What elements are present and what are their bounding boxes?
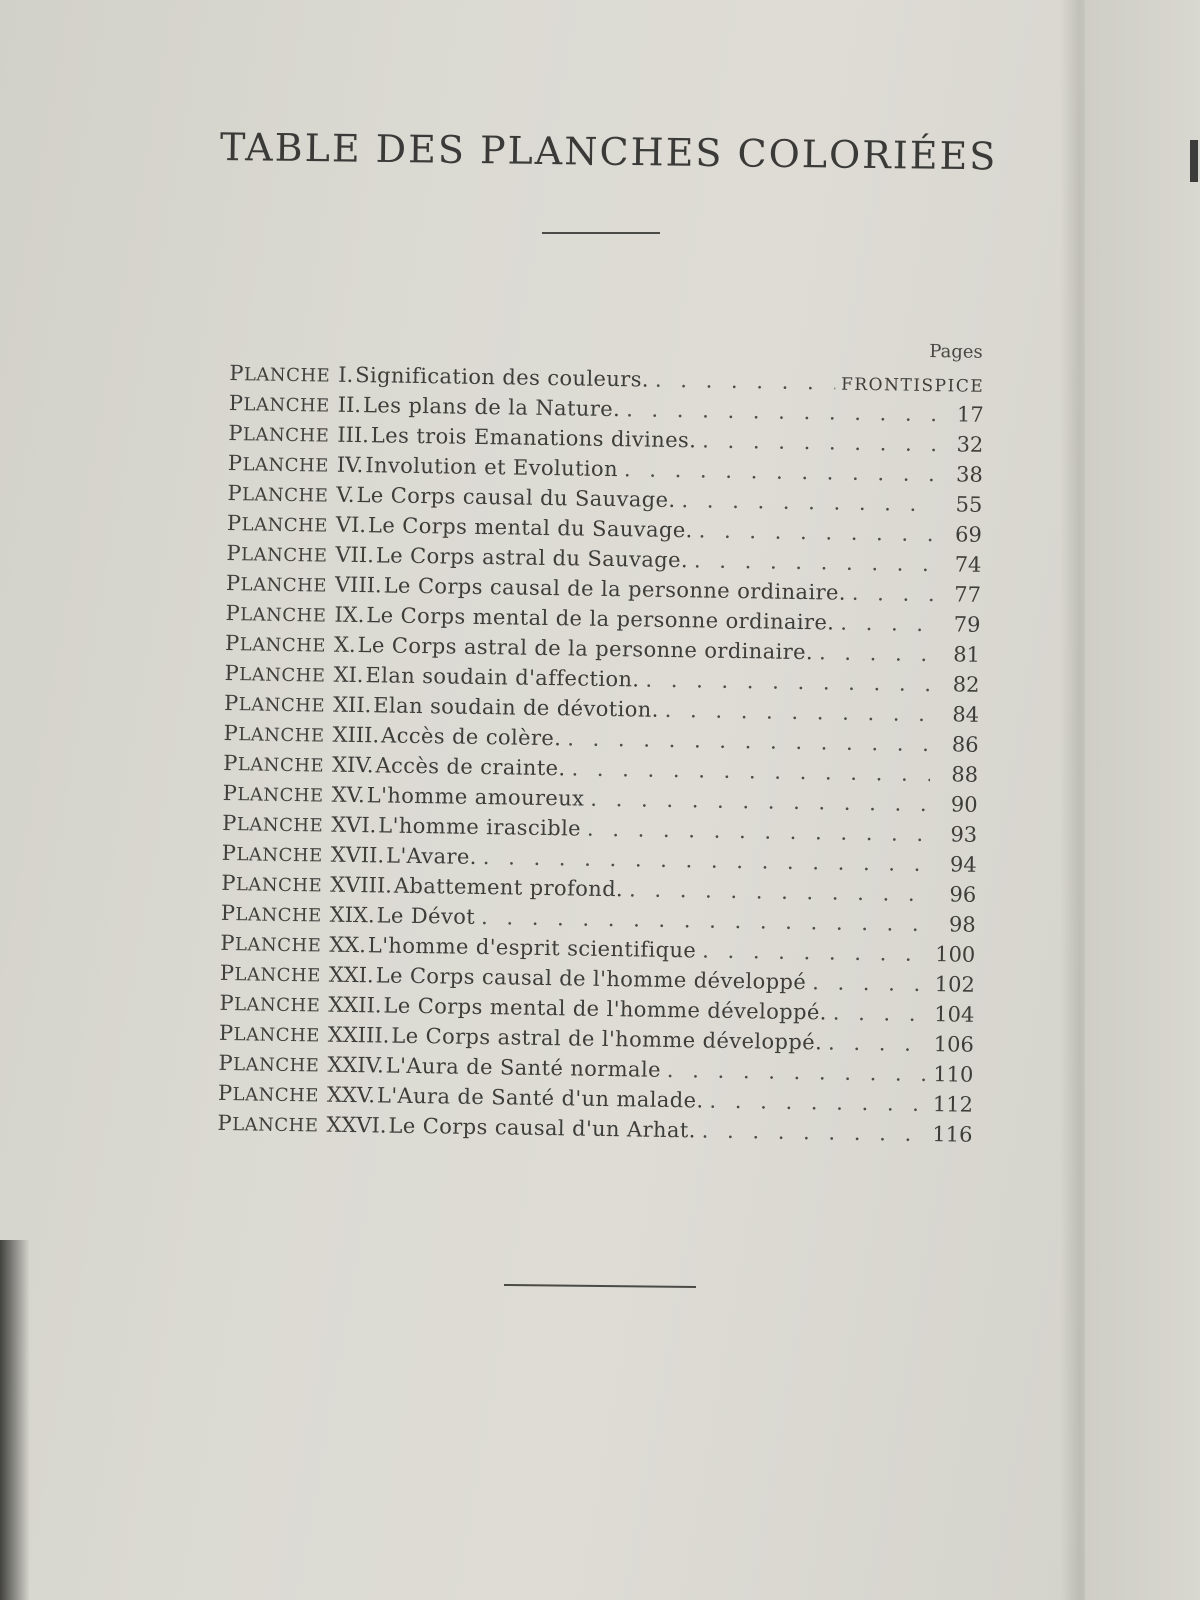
plate-number: V. [336,482,355,507]
plate-label: PLANCHE [223,690,326,717]
plate-number: IV. [336,452,364,478]
plate-label: PLANCHE [225,570,328,597]
plate-number: VIII. [334,572,382,598]
plate-page-number: 94 [949,852,977,877]
plate-page-number: 86 [951,732,979,757]
dot-leader [629,877,928,906]
plate-title: Le Corps causal d'un Arhat. [388,1113,696,1143]
dot-leader [828,1030,926,1056]
plate-page-number: 90 [950,792,978,817]
plate-number: XIV. [331,752,374,778]
plate-page-number: 110 [933,1062,974,1087]
plate-label: PLANCHE [221,840,323,867]
plate-title: Accès de colère. [380,723,562,751]
dot-leader [840,611,932,636]
dot-leader [702,938,927,966]
dot-leader [645,668,931,696]
plate-title: Le Corps mental du Sauvage. [367,513,693,543]
plate-label: PLANCHE [228,390,330,417]
dot-leader [655,368,835,395]
page-title: TABLE DES PLANCHES COLORIÉES [219,125,998,179]
plate-page-number: 32 [956,432,984,457]
dot-leader [571,756,930,786]
dot-leader [819,640,932,666]
plate-page-number: FRONTISPICE [840,374,985,397]
plate-number: XX. [329,932,367,958]
plate-page-number: 84 [952,702,980,727]
plate-title: Abattement profond. [393,873,624,902]
plate-page-number: 81 [953,642,981,667]
plate-page-number: 88 [951,762,979,787]
plate-number: IX. [334,602,365,628]
plate-title: Accès de crainte. [375,753,566,781]
plate-page-number: 100 [935,942,976,967]
dot-leader [702,1119,925,1146]
plate-label: PLANCHE [220,930,322,957]
pages-column-header: Pages [929,340,983,363]
plate-page-number: 55 [955,492,983,517]
dot-leader [587,817,930,846]
plate-title: Le Corps causal de la personne ordinaire. [383,573,847,605]
plate-label: PLANCHE [217,1110,319,1137]
plate-label: PLANCHE [227,480,329,507]
plate-title: L'Aura de Santé d'un malade. [376,1083,704,1113]
plate-page-number: 74 [954,552,982,577]
dot-leader [833,1001,927,1026]
plate-number: XV. [331,782,365,808]
plate-label: PLANCHE [219,960,321,987]
plate-label: PLANCHE [226,540,328,567]
plate-label: PLANCHE [224,660,326,687]
plate-title: L'Aura de Santé normale [385,1053,662,1082]
plate-title: L'Avare. [385,843,478,869]
dot-leader [709,1089,925,1116]
plate-number: XIX. [329,902,375,928]
plate-number: X. [333,632,356,658]
plate-page-number: 98 [948,912,976,937]
plate-page-number: 38 [955,462,984,487]
plate-title: L'homme amoureux [366,783,585,811]
plate-label: PLANCHE [218,1050,320,1077]
plate-label: PLANCHE [226,510,329,537]
plate-title: L'homme irascible [378,813,582,841]
plates-list [217,361,984,1153]
plate-number: I. [338,362,354,387]
plate-number: XXI. [328,962,374,988]
plate-title: Le Corps astral du Sauvage. [375,543,689,573]
plate-label: PLANCHE [225,600,327,627]
facing-page-letter-fragment [1190,140,1198,182]
dot-leader [699,518,935,546]
plate-number: XIII. [332,722,380,748]
plate-number: XXIV. [327,1052,384,1078]
plate-label: PLANCHE [217,1080,320,1107]
dot-leader [812,970,927,996]
plate-title: Le Corps causal du Sauvage. [356,483,676,513]
plate-title: Les plans de la Nature. [362,393,621,422]
plate-title: Le Dévot [376,903,476,929]
plate-label: PLANCHE [219,990,321,1017]
dot-leader [702,428,935,456]
plate-title: Le Corps mental de l'homme développé. [383,993,828,1025]
plate-number: III. [337,422,370,448]
plate-label: PLANCHE [224,630,327,657]
dot-leader [665,698,932,726]
plate-page-number: 93 [950,822,978,847]
plate-label: PLANCHE [222,780,324,807]
plate-number: XXII. [328,992,382,1018]
plate-title: Involution et Evolution [365,453,619,482]
title-rule [542,232,660,234]
plate-title: Le Corps causal de l'homme développé [375,963,807,995]
plate-title: Elan soudain de dévotion. [373,693,659,722]
plate-page-number: 106 [933,1032,975,1057]
plate-label: PLANCHE [218,1020,321,1047]
dot-leader [667,1058,926,1086]
plate-label: PLANCHE [220,900,322,927]
plate-title: L'homme d'esprit scientifique [367,933,697,963]
plate-page-number: 116 [932,1122,973,1147]
plate-number: II. [337,392,362,418]
plate-page-number: 104 [934,1002,975,1027]
dot-leader [852,581,933,606]
plate-title: Le Corps astral de la personne ordinaire. [357,633,814,665]
plates-table [217,330,985,1153]
plate-number: XVII. [330,842,385,868]
plate-number: XVIII. [330,872,393,898]
plate-title: Le Corps astral de l'homme développé. [391,1023,823,1055]
plate-label: PLANCHE [222,810,324,837]
dot-leader [590,787,930,816]
dot-leader [694,548,934,576]
page-shadow [0,1240,30,1600]
plate-page-number: 96 [949,882,977,907]
plate-label: PLANCHE [227,450,329,477]
plate-number: VII. [335,542,375,568]
plate-number: XXV. [326,1082,376,1108]
dot-leader [681,488,934,516]
plate-page-number: 77 [954,582,982,607]
plate-page-number: 112 [932,1092,974,1117]
plate-number: XXIII. [327,1022,390,1048]
plate-label: PLANCHE [229,360,331,387]
plate-number: XI. [333,662,364,688]
plate-title: Signification des couleurs. [355,362,650,392]
plate-label: PLANCHE [221,870,323,897]
plate-label: PLANCHE [228,420,330,447]
plate-number: VI. [335,512,367,538]
plate-number: XII. [332,692,372,718]
dot-leader [567,726,931,756]
plate-page-number: 17 [956,402,984,427]
plate-number: XVI. [331,812,377,838]
plate-page-number: 79 [953,612,981,637]
plate-page-number: 102 [934,972,975,997]
plate-label: PLANCHE [223,720,325,747]
plate-page-number: 69 [954,522,983,547]
dot-leader [624,457,935,486]
plate-title: Elan soudain d'affection. [365,663,640,692]
plate-number: XXVI. [326,1112,387,1138]
plate-title: Le Corps mental de la personne ordinaire. [366,603,835,635]
plate-title: Les trois Emanations divines. [370,423,697,453]
plate-page-number: 82 [952,672,980,697]
facing-page [1085,0,1200,1600]
plate-label: PLANCHE [223,750,325,777]
dot-leader [626,397,936,426]
